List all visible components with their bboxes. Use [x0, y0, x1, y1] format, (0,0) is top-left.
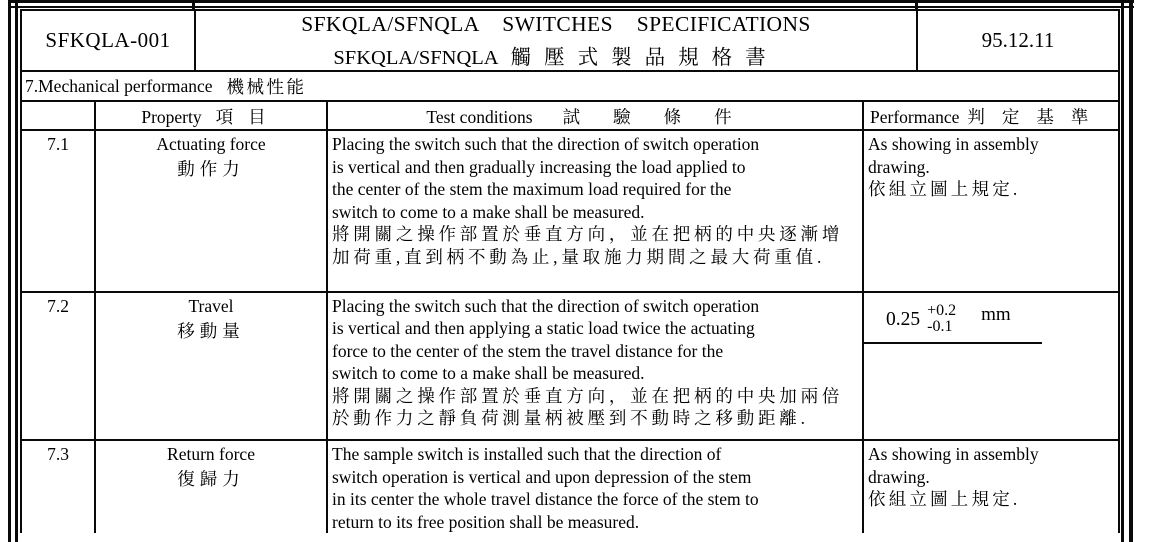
conditions-line: switch to come to a make shall be measured. [332, 201, 645, 222]
property-name-english: Return force [167, 444, 255, 464]
doc-number: SFKQLA-001 [22, 11, 196, 70]
conditions-line: Placing the switch such that the direction of switch operation [332, 134, 760, 154]
outer-frame-right-line-1 [1121, 0, 1124, 542]
property-cell [96, 293, 328, 439]
section-title-english: 7.Mechanical performance [25, 75, 213, 96]
table-row-7-2 [22, 293, 1118, 441]
tolerance-stack [927, 303, 956, 336]
header-cell-conditions [328, 102, 864, 129]
tolerance-minus: -0.1 [927, 318, 953, 336]
performance-line: As showing in assembly [868, 134, 1039, 154]
conditions-line: switch to come to a make shall be measured. [332, 363, 645, 384]
property-name-english: Travel [188, 295, 234, 316]
performance-header-chinese: 判定基準 [967, 107, 1106, 127]
row-number: 7.1 [22, 131, 96, 291]
performance-line: drawing. [868, 466, 930, 487]
doc-title-chinese-latin: SFKQLA/SFNQLA [333, 47, 499, 69]
row-number: 7.3 [22, 441, 96, 533]
performance-line: As showing in assembly [868, 444, 1039, 464]
conditions-header-english: Test conditions [426, 107, 533, 127]
doc-date: 95.12.11 [981, 28, 1055, 52]
table-header-row [22, 102, 1118, 131]
performance-line-chinese: 依組立圖上規定. [868, 179, 1021, 199]
conditions-line: is vertical and then applying a static load twice the actuating [332, 318, 755, 339]
conditions-line: The sample switch is installed such that the direction of [332, 444, 722, 464]
outer-frame-left-line-2 [15, 0, 18, 542]
section-title-row [20, 72, 1120, 100]
doc-title-chinese [333, 40, 778, 70]
tolerance-plus: +0.2 [927, 301, 957, 319]
performance-line-chinese: 依組立圖上規定. [868, 489, 1021, 509]
outer-frame-left-line-1 [8, 0, 11, 542]
conditions-line-chinese: 將開關之操作部置於垂直方向，並在把柄的中央加兩倍 [332, 385, 844, 406]
conditions-cell [328, 441, 864, 533]
title-header [20, 9, 1120, 72]
header-cell-performance [864, 102, 1118, 129]
property-header-english: Property [141, 107, 202, 127]
conditions-line: in its center the whole travel distance the force of the stem to [332, 489, 759, 509]
conditions-line: switch operation is vertical and upon depression of the stem [332, 466, 752, 487]
doc-title [196, 11, 918, 70]
property-name-chinese: 移動量 [177, 320, 245, 341]
travel-tolerance [868, 295, 1116, 336]
section-title-chinese: 機械性能 [226, 76, 307, 97]
outer-frame-top-line-1 [8, 0, 1134, 3]
conditions-line-chinese: 於動作力之靜負荷測量柄被壓到不動時之移動距離. [332, 408, 809, 429]
table-row-7-1 [22, 131, 1118, 293]
conditions-line: return to its free position shall be measured. [332, 511, 640, 532]
performance-line: drawing. [868, 156, 930, 177]
outer-frame-right-line-2 [1129, 0, 1133, 542]
conditions-line: Placing the switch such that the direction of switch operation [332, 295, 760, 316]
conditions-cell [328, 293, 864, 439]
performance-cell-tolerance [864, 293, 1118, 439]
conditions-line: is vertical and then gradually increasing the load applied to [332, 156, 746, 177]
conditions-line: force to the center of the stem the travel distance for the [332, 340, 724, 361]
performance-table [20, 100, 1120, 533]
header-cell-number [22, 102, 96, 129]
conditions-header-chinese: 試驗條件 [562, 107, 765, 127]
conditions-line-chinese: 加荷重,直到柄不動為止,量取施力期間之最大荷重值. [332, 246, 826, 267]
header-cell-property [96, 102, 328, 129]
performance-header-english: Performance [870, 107, 960, 127]
performance-cell [864, 441, 1118, 533]
conditions-line-chinese: 將開關之操作部置於垂直方向，並在把柄的中央逐漸增 [332, 224, 844, 244]
performance-cell [864, 131, 1118, 291]
conditions-cell [328, 131, 864, 291]
doc-title-english: SFKQLA/SFNQLA SWITCHES SPECIFICATIONS [301, 12, 811, 36]
property-name-chinese: 復歸力 [177, 469, 245, 489]
table-row-7-3 [22, 441, 1118, 533]
property-cell [96, 131, 328, 291]
property-header-chinese: 項目 [215, 107, 281, 127]
spec-sheet [20, 9, 1120, 533]
property-cell [96, 441, 328, 533]
travel-value: 0.25 [886, 308, 921, 330]
conditions-line: the center of the stem the maximum load required for the [332, 179, 732, 199]
row-number: 7.2 [22, 293, 96, 439]
property-name-chinese: 動作力 [177, 159, 245, 179]
tolerance-underline [864, 342, 1042, 344]
property-name-english: Actuating force [156, 134, 266, 154]
outer-frame-top-line-2 [8, 6, 1134, 8]
unit-label: mm [981, 303, 1011, 325]
doc-title-chinese-cjk: 觸壓式製品規格書 [510, 47, 779, 69]
